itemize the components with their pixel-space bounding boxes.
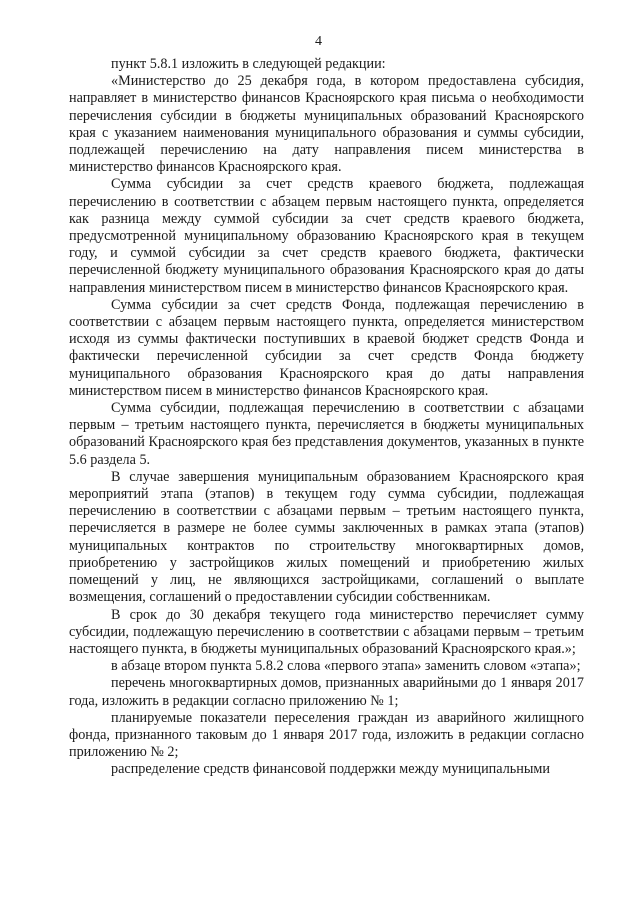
paragraph: перечень многоквартирных домов, признанных аварийными до 1 января 2017 года, изложить в редакции согласно приложению № 1; — [69, 675, 584, 709]
paragraph: Сумма субсидии за счет средств краевого бюджета, подлежащая перечислению в соответствии с абзацем первым настоящего пункта, определяется как разница между суммой субсидии за счет средств краевого бюджета, предусмотренной муниципальному образованию Красноярского края в текущем году, и суммой субсидии за счет средств краевого бюджета, фактически перечисленной бюджету муниципального образования Красноярского края до даты направления министерством писем в министерство финансов Красноярского края. — [69, 176, 584, 296]
paragraph: распределение средств финансовой поддержки между муниципальными — [111, 761, 550, 778]
paragraph: планируемые показатели переселения граждан из аварийного жилищного фонда, признанного таковым до 1 января 2017 года, изложить в редакции согласно приложению № 2; — [69, 709, 584, 761]
paragraph: пункт 5.8.1 изложить в следующей редакции: — [111, 56, 386, 72]
document-body — [69, 56, 584, 779]
page-number: 4 — [315, 34, 322, 49]
paragraph: «Министерство до 25 декабря года, в котором предоставлена субсидия, направляет в министерство финансов Красноярского края письма о необходимости перечисления субсидии в бюджеты муниципальных образований Красноярского края с указанием наименования муниципального образования и суммы субсидии, подлежащей перечислению на дату направления писем министерства в министерство финансов Красноярского края. — [69, 73, 584, 176]
paragraph: В случае завершения муниципальным образованием Красноярского края мероприятий этапа (этапов) в текущем году сумма субсидии, подлежащая перечислению в соответствии с абзацами первым – третьим настоящего пункта, перечисляется в размере не более суммы заключенных в рамках этапа (этапов) муниципальных контрактов по строительству многоквартирных домов, приобретению у застройщиков жилых помещений и приобретению жилых помещений у лиц, не являющихся застройщиками, соглашений о выплате возмещения, соглашений о предоставлении субсидии собственникам. — [69, 468, 584, 606]
paragraph: Сумма субсидии, подлежащая перечислению в соответствии с абзацами первым – третьим настоящего пункта, перечисляется в бюджеты муниципальных образований Красноярского края без представления документов, указанных в пункте 5.6 раздела 5. — [69, 400, 584, 468]
paragraph: В срок до 30 декабря текущего года министерство перечисляет сумму субсидии, подлежащую перечислению в соответствии с абзацами первым – третьим настоящего пункта, в бюджеты муниципальных образований Красноярского края.»; — [69, 606, 584, 657]
paragraph: Сумма субсидии за счет средств Фонда, подлежащая перечислению в соответствии с абзацем первым настоящего пункта, определяется министерством исходя из суммы фактически поступивших в краевой бюджет средств Фонда и фактически перечисленной субсидии за счет средств Фонда бюджету муниципального образования Красноярского края до даты направления министерством писем в министерство финансов Красноярского края. — [69, 296, 584, 399]
paragraph: в абзаце втором пункта 5.8.2 слова «первого этапа» заменить словом «этапа»; — [111, 658, 581, 675]
